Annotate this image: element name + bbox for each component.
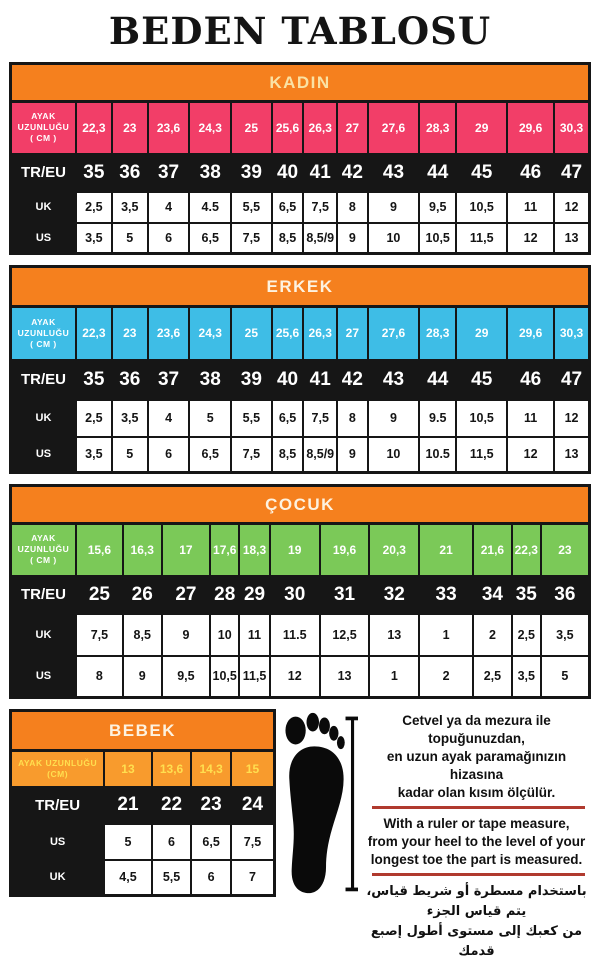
row-label: AYAK UZUNLUĞU ( CM ): [11, 307, 76, 360]
size-cell: 6: [148, 223, 190, 254]
size-cell: 23: [112, 307, 148, 360]
size-cell: 12: [554, 192, 589, 223]
size-cell: 23,6: [148, 102, 190, 154]
size-cell: 7,5: [303, 400, 337, 437]
size-cell: 47: [554, 154, 589, 192]
size-cell: 11.5: [270, 614, 320, 656]
size-cell: 8,5: [272, 437, 304, 473]
size-cell: 33: [419, 576, 473, 614]
size-cell: 25: [231, 102, 272, 154]
size-cell: 2,5: [473, 656, 512, 698]
table-row-treu: [11, 787, 275, 824]
size-cell: 8,5/9: [303, 437, 337, 473]
size-cell: 12: [507, 223, 554, 254]
row-label: TR/EU: [11, 360, 76, 400]
size-cell: 6,5: [272, 400, 304, 437]
size-cell: 7,5: [231, 824, 275, 860]
size-cell: 23: [541, 524, 590, 576]
size-cell: 6,5: [189, 223, 231, 254]
red-divider: [372, 806, 585, 809]
size-cell: 10.5: [419, 437, 456, 473]
size-cell: 2,5: [76, 400, 112, 437]
size-cell: 3,5: [76, 223, 112, 254]
size-cell: 39: [231, 360, 272, 400]
size-cell: 36: [112, 360, 148, 400]
size-cell: 34: [473, 576, 512, 614]
row-label: TR/EU: [11, 154, 76, 192]
foot-measure-graphic: [280, 711, 358, 900]
section-erkek: [9, 265, 591, 474]
size-cell: 8,5: [272, 223, 304, 254]
size-cell: 8: [76, 656, 123, 698]
size-cell: 9: [337, 437, 368, 473]
size-cell: 9,5: [162, 656, 211, 698]
size-cell: 30,3: [554, 102, 589, 154]
size-cell: 11,5: [239, 656, 270, 698]
size-cell: 46: [507, 154, 554, 192]
size-cell: 6,5: [191, 824, 231, 860]
size-cell: 29: [456, 102, 507, 154]
section-bebek-header: [9, 709, 276, 749]
section-kadin: [9, 62, 591, 255]
size-cell: 1: [419, 614, 473, 656]
size-cell: 9: [368, 192, 420, 223]
row-label: UK: [11, 860, 105, 896]
size-cell: 12,5: [320, 614, 370, 656]
size-cell: 1: [369, 656, 419, 698]
size-cell: 15: [231, 751, 275, 787]
size-cell: 25,6: [272, 307, 304, 360]
size-cell: 6: [191, 860, 231, 896]
size-cell: 19: [270, 524, 320, 576]
measure-note: [358, 709, 591, 962]
size-cell: 47: [554, 360, 589, 400]
size-cell: 17,6: [210, 524, 239, 576]
row-label: UK: [11, 614, 76, 656]
size-cell: 5: [104, 824, 152, 860]
note-arabic: [362, 882, 591, 962]
table-row-uk: [11, 192, 590, 223]
size-cell: 22: [152, 787, 192, 824]
row-label: US: [11, 223, 76, 254]
size-cell: 31: [320, 576, 370, 614]
size-cell: 14,3: [191, 751, 231, 787]
size-cell: 11: [239, 614, 270, 656]
size-cell: 13: [369, 614, 419, 656]
size-cell: 23: [112, 102, 148, 154]
size-cell: 7,5: [231, 437, 272, 473]
size-cell: 17: [162, 524, 211, 576]
size-cell: 28: [210, 576, 239, 614]
size-cell: 13: [554, 437, 589, 473]
size-cell: 29,6: [507, 307, 554, 360]
size-cell: 37: [148, 360, 190, 400]
foot-silhouette-icon: [280, 711, 358, 895]
size-cell: 25,6: [272, 102, 304, 154]
bottom-row: [9, 709, 591, 962]
foot-silhouette: [285, 713, 344, 893]
size-cell: 10: [368, 223, 420, 254]
size-cell: 35: [76, 360, 112, 400]
note-turkish: [362, 712, 591, 802]
size-cell: 2: [419, 656, 473, 698]
row-label: UK: [11, 400, 76, 437]
size-cell: 23: [191, 787, 231, 824]
section-bebek-title: BEBEK: [108, 720, 176, 740]
size-cell: 11: [507, 192, 554, 223]
size-cell: 13: [554, 223, 589, 254]
size-cell: 36: [112, 154, 148, 192]
size-cell: 9: [368, 400, 420, 437]
size-chart-sheet: [9, 6, 591, 962]
size-cell: 7,5: [303, 192, 337, 223]
size-cell: 7: [231, 860, 275, 896]
table-row-ayakuzunluucm: [11, 307, 590, 360]
note-arabic-line: من كعبك إلى مستوى أطول إصبع قدمك: [370, 924, 583, 959]
size-cell: 5: [189, 400, 231, 437]
table-row-us: [11, 824, 275, 860]
size-cell: 4: [148, 192, 190, 223]
row-label: US: [11, 656, 76, 698]
size-cell: 2,5: [76, 192, 112, 223]
size-cell: 2: [473, 614, 512, 656]
table-row-ayakuzunluucm: [11, 524, 590, 576]
size-cell: 19,6: [320, 524, 370, 576]
size-cell: 8,5/9: [303, 223, 337, 254]
size-cell: 22,3: [512, 524, 541, 576]
size-cell: 27: [337, 102, 368, 154]
measurement-dimension-line-icon: [346, 718, 358, 889]
table-row-uk: [11, 400, 590, 437]
section-erkek-title: ERKEK: [266, 276, 334, 296]
section-cocuk-title: ÇOCUK: [265, 494, 335, 514]
size-cell: 8: [337, 400, 368, 437]
size-cell: 45: [456, 154, 507, 192]
row-label: TR/EU: [11, 787, 105, 824]
size-cell: 11,5: [456, 437, 507, 473]
size-cell: 29: [239, 576, 270, 614]
size-cell: 8: [337, 192, 368, 223]
size-cell: 6,5: [272, 192, 304, 223]
size-cell: 3,5: [512, 656, 541, 698]
size-cell: 35: [76, 154, 112, 192]
size-cell: 4: [148, 400, 190, 437]
size-cell: 9: [123, 656, 162, 698]
size-cell: 29: [456, 307, 507, 360]
row-label: AYAK UZUNLUĞU ( CM ): [11, 524, 76, 576]
size-cell: 10: [368, 437, 420, 473]
section-cocuk-header: [9, 484, 591, 522]
size-cell: 13: [320, 656, 370, 698]
table-row-treu: [11, 576, 590, 614]
size-cell: 22,3: [76, 102, 112, 154]
size-cell: 6: [152, 824, 192, 860]
size-cell: 16,3: [123, 524, 162, 576]
size-cell: 27: [162, 576, 211, 614]
note-turkish-line: kadar olan kısım ölçülür.: [397, 785, 556, 800]
size-cell: 26: [123, 576, 162, 614]
size-table-bebek: [9, 749, 276, 897]
size-cell: 5,5: [231, 192, 272, 223]
row-label: AYAK UZUNLUĞU ( CM ): [11, 102, 76, 154]
size-cell: 35: [512, 576, 541, 614]
size-cell: 30,3: [554, 307, 589, 360]
size-cell: 15,6: [76, 524, 123, 576]
note-english: [362, 815, 591, 869]
size-cell: 41: [303, 360, 337, 400]
size-cell: 12: [270, 656, 320, 698]
section-kadin-title: KADIN: [269, 72, 331, 92]
size-cell: 9.5: [419, 400, 456, 437]
size-cell: 42: [337, 154, 368, 192]
size-cell: 27,6: [368, 102, 420, 154]
section-bebek: [9, 709, 276, 897]
size-cell: 45: [456, 360, 507, 400]
table-row-treu: [11, 360, 590, 400]
size-cell: 23,6: [148, 307, 190, 360]
section-cocuk: [9, 484, 591, 699]
size-cell: 24,3: [189, 102, 231, 154]
size-cell: 9: [337, 223, 368, 254]
size-cell: 38: [189, 154, 231, 192]
size-cell: 12: [554, 400, 589, 437]
size-cell: 26,3: [303, 307, 337, 360]
size-table-kadin: [9, 100, 591, 255]
note-arabic-line: باستخدام مسطرة أو شريط قياس، يتم قياس الجزء: [366, 884, 587, 919]
size-cell: 4.5: [189, 192, 231, 223]
size-cell: 22,3: [76, 307, 112, 360]
size-cell: 9: [162, 614, 211, 656]
size-cell: 8,5: [123, 614, 162, 656]
size-cell: 36: [541, 576, 590, 614]
size-cell: 43: [368, 154, 420, 192]
size-cell: 39: [231, 154, 272, 192]
size-cell: 41: [303, 154, 337, 192]
size-cell: 18,3: [239, 524, 270, 576]
size-cell: 21,6: [473, 524, 512, 576]
size-cell: 32: [369, 576, 419, 614]
size-cell: 40: [272, 154, 304, 192]
size-cell: 13: [104, 751, 152, 787]
section-erkek-header: [9, 265, 591, 305]
size-cell: 10: [210, 614, 239, 656]
size-cell: 24,3: [189, 307, 231, 360]
size-cell: 3,5: [112, 192, 148, 223]
size-cell: 38: [189, 360, 231, 400]
size-cell: 4,5: [104, 860, 152, 896]
table-row-us: [11, 437, 590, 473]
size-cell: 28,3: [419, 307, 456, 360]
size-cell: 12: [507, 437, 554, 473]
size-cell: 43: [368, 360, 420, 400]
size-table-erkek: [9, 305, 591, 474]
note-turkish-line: Cetvel ya da mezura ile topuğunuzdan,: [402, 713, 551, 746]
size-cell: 44: [419, 360, 456, 400]
size-cell: 21: [104, 787, 152, 824]
row-label: TR/EU: [11, 576, 76, 614]
size-cell: 3,5: [112, 400, 148, 437]
size-cell: 6,5: [189, 437, 231, 473]
size-cell: 40: [272, 360, 304, 400]
size-cell: 3,5: [76, 437, 112, 473]
table-row-us: [11, 223, 590, 254]
table-row-uk: [11, 860, 275, 896]
note-english-line: With a ruler or tape measure,: [383, 816, 570, 831]
size-cell: 10,5: [419, 223, 456, 254]
size-cell: 42: [337, 360, 368, 400]
size-cell: 13,6: [152, 751, 192, 787]
size-cell: 7,5: [231, 223, 272, 254]
row-label: US: [11, 437, 76, 473]
size-cell: 46: [507, 360, 554, 400]
size-cell: 2,5: [512, 614, 541, 656]
size-table-cocuk: [9, 522, 591, 699]
row-label: UK: [11, 192, 76, 223]
size-cell: 10,5: [456, 400, 507, 437]
table-row-ayakuzunluucm: [11, 751, 275, 787]
size-cell: 44: [419, 154, 456, 192]
row-label: US: [11, 824, 105, 860]
size-cell: 21: [419, 524, 473, 576]
section-kadin-header: [9, 62, 591, 100]
size-cell: 26,3: [303, 102, 337, 154]
size-cell: 27,6: [368, 307, 420, 360]
note-english-line: from your heel to the level of your: [367, 834, 586, 849]
size-cell: 3,5: [541, 614, 590, 656]
size-cell: 5: [112, 223, 148, 254]
size-cell: 11: [507, 400, 554, 437]
size-cell: 5,5: [152, 860, 192, 896]
row-label: AYAK UZUNLUĞU (CM): [11, 751, 105, 787]
size-cell: 24: [231, 787, 275, 824]
table-row-ayakuzunluucm: [11, 102, 590, 154]
size-cell: 5: [112, 437, 148, 473]
table-row-uk: [11, 614, 590, 656]
note-english-line: longest toe the part is measured.: [370, 852, 583, 867]
size-cell: 30: [270, 576, 320, 614]
size-cell: 9,5: [419, 192, 456, 223]
size-cell: 5,5: [231, 400, 272, 437]
size-cell: 6: [148, 437, 190, 473]
size-cell: 37: [148, 154, 190, 192]
size-cell: 10,5: [210, 656, 239, 698]
table-row-us: [11, 656, 590, 698]
size-cell: 10,5: [456, 192, 507, 223]
size-cell: 29,6: [507, 102, 554, 154]
page-title: BEDEN TABLOSU: [108, 9, 492, 53]
size-cell: 28,3: [419, 102, 456, 154]
table-row-treu: [11, 154, 590, 192]
size-cell: 25: [76, 576, 123, 614]
red-divider: [372, 873, 585, 876]
size-cell: 25: [231, 307, 272, 360]
note-turkish-line: en uzun ayak paramağınızın hizasına: [386, 749, 567, 782]
size-cell: 27: [337, 307, 368, 360]
size-cell: 11,5: [456, 223, 507, 254]
size-cell: 20,3: [369, 524, 419, 576]
size-cell: 7,5: [76, 614, 123, 656]
size-cell: 5: [541, 656, 590, 698]
